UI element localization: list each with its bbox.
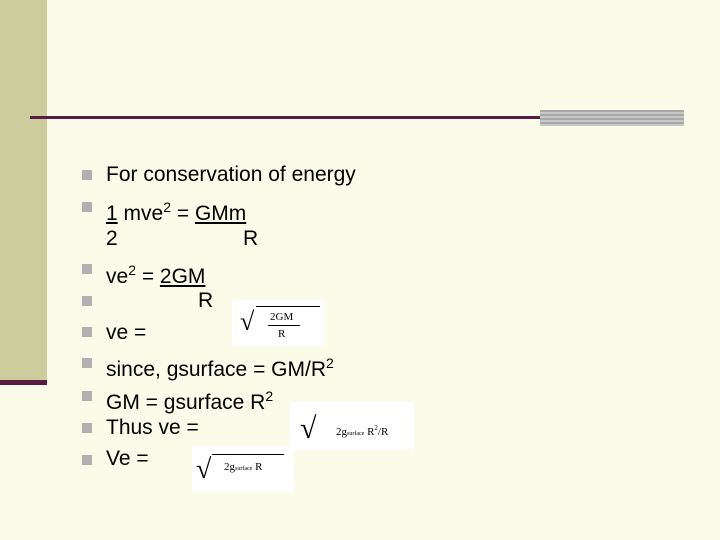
- formula-sqrt-2g-surface-r: [192, 446, 294, 492]
- equals-sign: =: [135, 265, 160, 288]
- bullet-marker: [82, 423, 92, 433]
- bullet-marker: [82, 391, 92, 401]
- bullet-text: Ve =: [106, 447, 149, 470]
- bullet-marker: [82, 327, 92, 337]
- exponent: 2: [326, 355, 334, 371]
- square-root-sign: √: [240, 307, 255, 336]
- exponent: 2: [163, 199, 171, 215]
- bullet-text: GM = gsurface R: [106, 391, 266, 414]
- formula-expression: 2gsurface R: [224, 461, 263, 473]
- formula-sqrt-2gm-over-r: [232, 300, 324, 346]
- bullet-marker: [82, 358, 92, 368]
- equals-sign: =: [171, 202, 195, 225]
- square-root-sign: √: [300, 412, 317, 445]
- square-root-sign: √: [196, 454, 212, 485]
- bullet-conservation: [106, 162, 356, 188]
- gravitational-numerator: GMm: [194, 202, 247, 225]
- bullet-marker: [82, 264, 92, 274]
- bullet-marker: [82, 296, 92, 306]
- bullet-marker: [82, 170, 92, 180]
- title-divider-accent: [540, 110, 684, 126]
- denominators-line: [106, 226, 118, 252]
- bullet-text: Thus ve =: [106, 416, 199, 439]
- bullet-velocity-denominator: [198, 288, 213, 314]
- formula-denominator: R: [278, 328, 286, 340]
- formula-sqrt-2g-surface-r2-over-r: [290, 402, 414, 450]
- bullet-energy-equation: [106, 194, 246, 227]
- fraction-bar: [268, 325, 300, 326]
- bullet-surface-gravity: [106, 350, 334, 383]
- bullet-text: ve =: [106, 321, 147, 344]
- velocity-denominator: R: [198, 289, 214, 312]
- bullet-escape-velocity: [106, 320, 146, 346]
- denominators-line-right: [243, 226, 258, 252]
- fraction-half-numerator: 1: [106, 202, 118, 225]
- side-band: [0, 0, 47, 383]
- gravitational-denominator: R: [243, 227, 259, 250]
- mass-velocity-term: mve: [117, 202, 164, 225]
- formula-expression: 2gsurface $R^2/R$: [336, 424, 389, 438]
- bullet-final: [106, 446, 149, 472]
- bullet-gm-relation: [106, 383, 273, 416]
- exponent: 2: [265, 388, 274, 404]
- side-band-edge: [0, 380, 47, 385]
- bullet-velocity-squared: [106, 257, 205, 290]
- velocity-term: ve: [106, 265, 129, 288]
- bullet-marker: [82, 202, 92, 212]
- fraction-half-denominator: 2: [106, 227, 118, 250]
- exponent: 2: [128, 262, 136, 278]
- bullet-text: For conservation of energy: [106, 163, 356, 186]
- radical-bar: [212, 454, 284, 455]
- bullet-text: since, gsurface = GM/R: [106, 358, 326, 381]
- velocity-numerator: 2GM: [159, 265, 206, 288]
- bullet-marker: [82, 455, 92, 465]
- radical-bar: [256, 306, 320, 307]
- title-divider: [30, 116, 540, 119]
- bullet-thus: [106, 415, 199, 441]
- formula-numerator: 2GM: [270, 311, 294, 323]
